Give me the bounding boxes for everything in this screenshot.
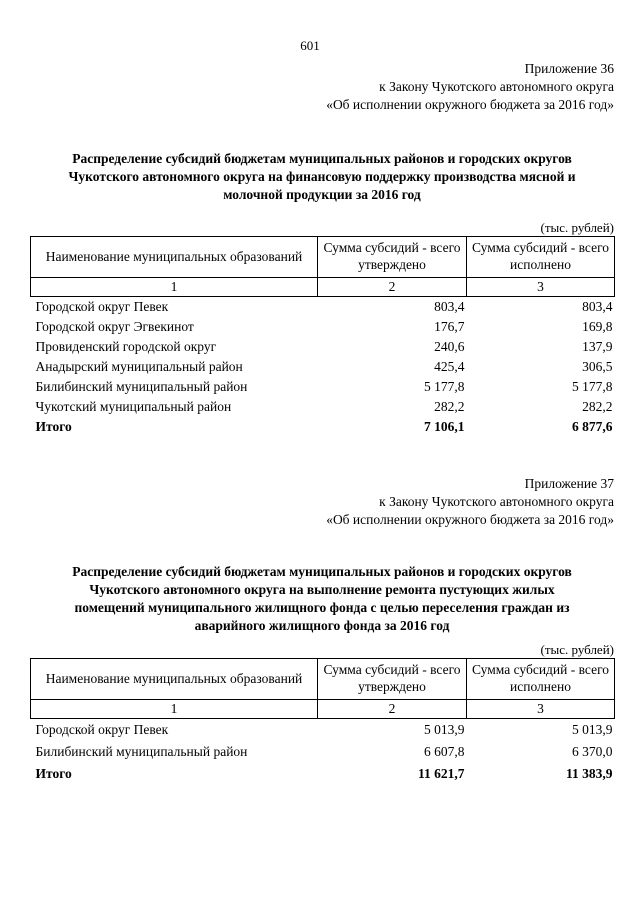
title-line: Чукотского автономного округа на выполнение ремонта пустующих жилых bbox=[89, 582, 555, 597]
executed-value: 6 370,0 bbox=[572, 744, 613, 759]
table-row bbox=[31, 317, 615, 337]
approved-value: 282,2 bbox=[434, 399, 465, 414]
approved-value: 425,4 bbox=[434, 359, 465, 374]
column-number: 3 bbox=[467, 700, 615, 719]
column-number: 2 bbox=[318, 700, 467, 719]
table-row bbox=[31, 357, 615, 377]
total-row bbox=[31, 417, 615, 437]
municipality-name: Чукотский муниципальный район bbox=[35, 399, 232, 414]
total-label: Итого bbox=[35, 419, 72, 434]
executed-value: 5 177,8 bbox=[572, 379, 613, 394]
executed-value: 282,2 bbox=[582, 399, 613, 414]
municipality-name: Билибинский муниципальный район bbox=[35, 744, 248, 759]
table-row bbox=[31, 741, 615, 763]
subsidy-table-1 bbox=[30, 236, 615, 437]
subsidy-table-2 bbox=[30, 658, 615, 785]
appendix-37-header bbox=[326, 475, 614, 529]
column-number-row bbox=[31, 700, 615, 719]
units-label: (тыс. рублей) bbox=[540, 220, 614, 235]
total-executed: 11 383,9 bbox=[565, 766, 613, 781]
column-number-row bbox=[31, 278, 615, 297]
approved-value: 803,4 bbox=[434, 299, 465, 314]
municipality-name: Билибинский муниципальный район bbox=[35, 379, 248, 394]
title-line: аварийного жилищного фонда за 2016 год bbox=[194, 618, 450, 633]
municipality-name: Городской округ Певек bbox=[35, 722, 169, 737]
table-row bbox=[31, 719, 615, 742]
column-header-approved: Сумма субсидий - всего утверждено bbox=[318, 659, 467, 700]
column-header-executed: Сумма субсидий - всего исполнено bbox=[467, 659, 615, 700]
appendix-line: Приложение 37 bbox=[524, 476, 614, 491]
municipality-name: Городской округ Эгвекинот bbox=[35, 319, 194, 334]
appendix-36-header bbox=[326, 60, 614, 114]
table-row bbox=[31, 297, 615, 318]
column-header-name: Наименование муниципальных образований bbox=[31, 237, 318, 278]
approved-value: 5 013,9 bbox=[424, 722, 465, 737]
title-line: молочной продукции за 2016 год bbox=[223, 187, 421, 202]
units-label: (тыс. рублей) bbox=[540, 642, 614, 657]
municipality-name: Провиденский городской округ bbox=[35, 339, 217, 354]
page-number: 601 bbox=[300, 38, 320, 53]
title-line: Распределение субсидий бюджетам муниципальных районов и городских округов bbox=[72, 151, 572, 166]
approved-value: 5 177,8 bbox=[424, 379, 465, 394]
total-executed: 6 877,6 bbox=[572, 419, 613, 434]
appendix-line: «Об исполнении окружного бюджета за 2016 год» bbox=[326, 97, 614, 112]
total-approved: 11 621,7 bbox=[417, 766, 465, 781]
table-header-row bbox=[31, 659, 615, 700]
column-header-approved: Сумма субсидий - всего утверждено bbox=[318, 237, 467, 278]
table-1-title bbox=[30, 150, 614, 204]
total-row bbox=[31, 763, 615, 785]
table-header-row bbox=[31, 237, 615, 278]
municipality-name: Анадырский муниципальный район bbox=[35, 359, 243, 374]
table-row bbox=[31, 397, 615, 417]
executed-value: 306,5 bbox=[582, 359, 613, 374]
column-number: 3 bbox=[467, 278, 615, 297]
total-label: Итого bbox=[35, 766, 72, 781]
executed-value: 5 013,9 bbox=[572, 722, 613, 737]
column-header-executed: Сумма субсидий - всего исполнено bbox=[467, 237, 615, 278]
column-number: 1 bbox=[31, 700, 318, 719]
municipality-name: Городской округ Певек bbox=[35, 299, 169, 314]
appendix-line: к Закону Чукотского автономного округа bbox=[379, 79, 614, 94]
total-approved: 7 106,1 bbox=[424, 419, 465, 434]
appendix-line: «Об исполнении окружного бюджета за 2016 год» bbox=[326, 512, 614, 527]
approved-value: 6 607,8 bbox=[424, 744, 465, 759]
appendix-line: Приложение 36 bbox=[524, 61, 614, 76]
appendix-line: к Закону Чукотского автономного округа bbox=[379, 494, 614, 509]
table-row bbox=[31, 337, 615, 357]
table-2-title bbox=[30, 563, 614, 635]
column-number: 2 bbox=[318, 278, 467, 297]
table-row bbox=[31, 377, 615, 397]
executed-value: 169,8 bbox=[582, 319, 613, 334]
column-header-name: Наименование муниципальных образований bbox=[31, 659, 318, 700]
executed-value: 137,9 bbox=[582, 339, 613, 354]
executed-value: 803,4 bbox=[582, 299, 613, 314]
column-number: 1 bbox=[31, 278, 318, 297]
title-line: Распределение субсидий бюджетам муниципальных районов и городских округов bbox=[72, 564, 572, 579]
title-line: Чукотского автономного округа на финансовую поддержку производства мясной и bbox=[68, 169, 576, 184]
title-line: помещений муниципального жилищного фонда с целью переселения граждан из bbox=[74, 600, 570, 615]
approved-value: 176,7 bbox=[434, 319, 465, 334]
approved-value: 240,6 bbox=[434, 339, 465, 354]
